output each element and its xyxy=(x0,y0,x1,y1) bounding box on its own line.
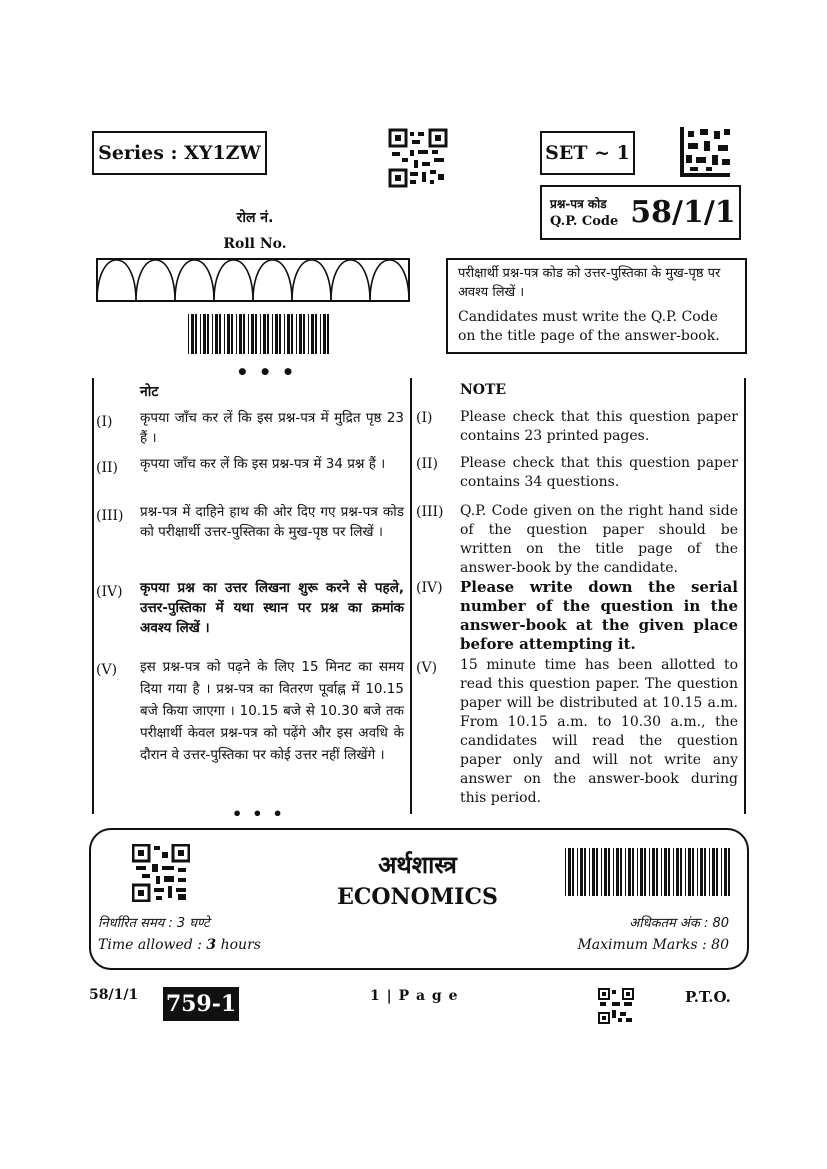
time-allowed-en: Time allowed : 3 hours xyxy=(98,937,261,953)
note-num-hi: (V) xyxy=(96,662,118,678)
note-item-hi: कृपया जाँच कर लें कि इस प्रश्न-पत्र में 34 प्रश्न हैं । xyxy=(140,456,386,472)
set-box xyxy=(540,131,635,175)
set-label: SET ~ 1 xyxy=(545,142,630,164)
note-item-hi: इस प्रश्न-पत्र को पढ़ने के लिए 15 मिनट का समय दिया गया है । प्रश्न-पत्र का वितरण पूर्वाह्न में 10.15 बजे किया जाएगा । 10.15 बजे से 10.30 बजे तक परीक्षार्थी केवल प्रश्न-पत्र को पढ़ेंगे और इस अवधि के दौरान वे उत्तर-पुस्तिका पर कोई उत्तर नहीं लिखेंगे । xyxy=(140,659,404,763)
qr-code-icon xyxy=(598,988,634,1024)
barcode-icon xyxy=(188,314,333,354)
note-heading-en: NOTE xyxy=(460,382,507,398)
subject-title-en: ECONOMICS xyxy=(337,884,498,910)
note-item-hi: कृपया प्रश्न का उत्तर लिखना शुरू करने से पहले, उत्तर-पुस्तिका में यथा स्थान पर प्रश्न का क्रमांक अवश्य लिखें । xyxy=(140,580,404,636)
note-num-en: (V) xyxy=(416,660,438,676)
data-matrix-icon xyxy=(680,127,730,177)
barcode-icon xyxy=(565,848,735,896)
page-number: 1 | P a g e xyxy=(370,988,459,1004)
note-num-hi: (IV) xyxy=(96,584,123,600)
note-num-hi: (II) xyxy=(96,460,118,476)
note-section xyxy=(92,378,746,814)
pto-label: P.T.O. xyxy=(685,988,731,1006)
subject-title-hi: अर्थशास्त्र xyxy=(378,851,457,879)
dots-separator: ••• xyxy=(232,804,293,823)
series-label: Series : XY1ZW xyxy=(98,142,261,164)
candidate-note-en: Candidates must write the Q.P. Code on the title page of the answer-book. xyxy=(458,309,720,344)
qp-code-label-en: Q.P. Code xyxy=(550,213,619,229)
roll-no-label-hi: रोल नं. xyxy=(236,210,274,226)
dots-separator: ••• xyxy=(236,360,305,384)
time-allowed-hi: निर्धारित समय : 3 घण्टे xyxy=(98,916,210,931)
max-marks-hi: अधिकतम अंक : 80 xyxy=(629,916,729,931)
note-item-hi: प्रश्न-पत्र में दाहिने हाथ की ओर दिए गए प्रश्न-पत्र कोड को परीक्षार्थी उत्तर-पुस्तिका के मुख-पृष्ठ पर लिखें । xyxy=(140,504,404,540)
roll-number-boxes[interactable] xyxy=(96,258,410,302)
note-item-en: 15 minute time has been allotted to read this question paper. The question paper will be distributed at 10.15 a.m. From 10.15 a.m. to 10.30 a.m., the candidates will read the question paper only and will not write any answer on the answer-book during this period. xyxy=(460,657,738,806)
note-num-en: (III) xyxy=(416,504,444,520)
note-num-en: (I) xyxy=(416,410,433,426)
note-heading-hi: नोट xyxy=(140,384,159,400)
note-item-en: Q.P. Code given on the right hand side of the question paper should be written on the title page of the answer-book by the candidate. xyxy=(460,503,738,576)
qp-code-label-hi: प्रश्न-पत्र कोड xyxy=(550,196,607,211)
roll-no-label-en: Roll No. xyxy=(223,236,287,252)
note-item-en: Please write down the serial number of the question in the answer-book at the given place before attempting it. xyxy=(460,578,738,653)
note-item-en: Please check that this question paper contains 23 printed pages. xyxy=(460,409,738,444)
note-num-hi: (I) xyxy=(96,414,113,430)
qr-code-icon xyxy=(132,844,190,902)
paper-number-badge: 759-1 xyxy=(163,987,239,1021)
note-num-en: (IV) xyxy=(416,580,443,596)
note-num-hi: (III) xyxy=(96,508,124,524)
max-marks-en: Maximum Marks : 80 xyxy=(577,937,729,953)
candidate-instructions-box xyxy=(446,258,747,354)
note-num-en: (II) xyxy=(416,456,438,472)
series-box xyxy=(92,131,267,175)
note-item-en: Please check that this question paper contains 34 questions. xyxy=(460,455,738,490)
qp-code-box xyxy=(540,185,741,240)
qp-code: 58/1/1 xyxy=(630,195,736,230)
note-item-hi: कृपया जाँच कर लें कि इस प्रश्न-पत्र में मुद्रित पृष्ठ 23 हैं । xyxy=(140,410,404,446)
footer-qp-code: 58/1/1 xyxy=(89,987,139,1003)
candidate-note-hi: परीक्षार्थी प्रश्न-पत्र कोड को उत्तर-पुस्तिका के मुख-पृष्ठ पर अवश्य लिखें । xyxy=(458,266,721,300)
qr-code-icon xyxy=(388,128,448,188)
